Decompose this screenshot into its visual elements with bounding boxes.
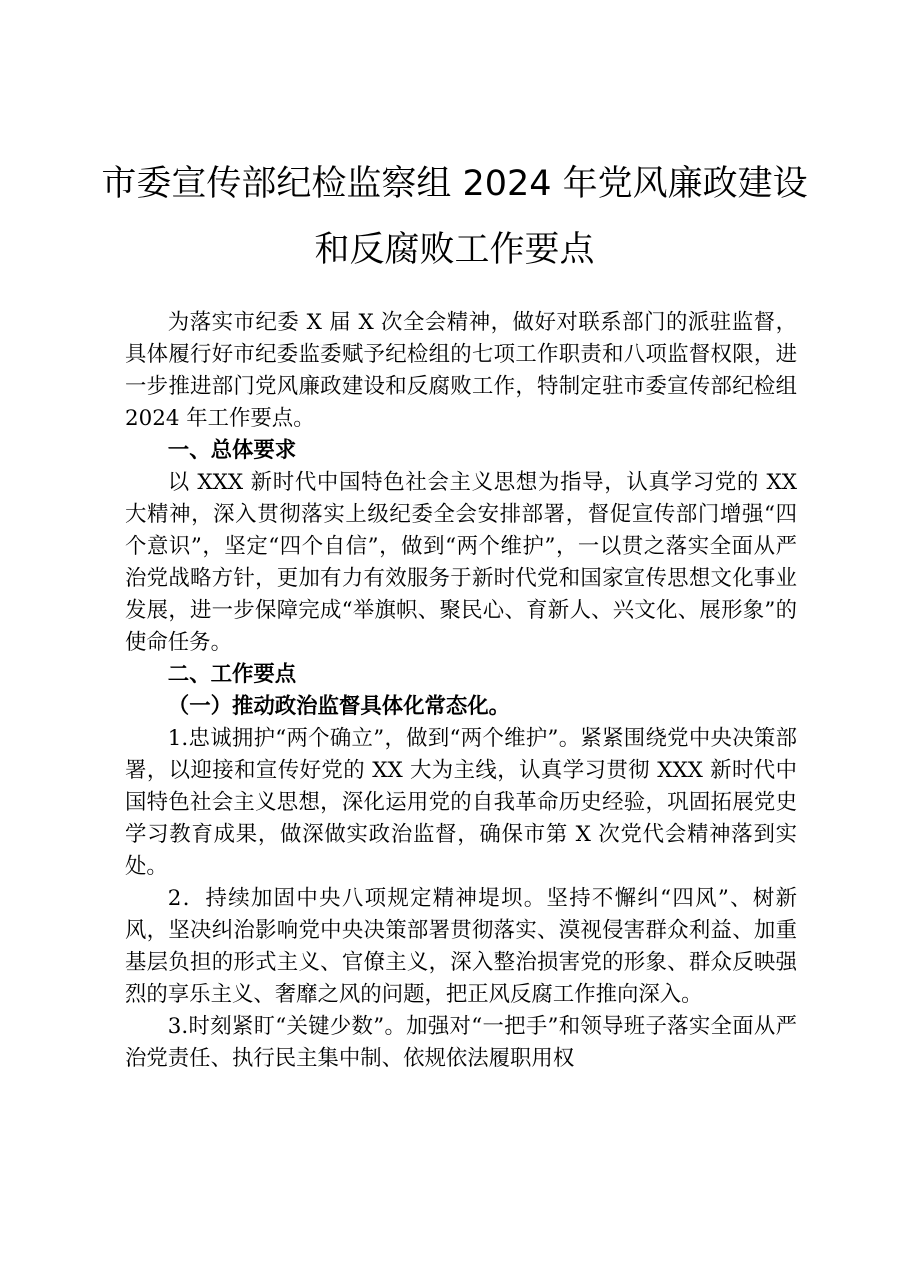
overall-requirements-paragraph: 以 XXX 新时代中国特色社会主义思想为指导，认真学习党的 XX 大精神，深入贯彻落实上级纪委全会安排部署，督促宣传部门增强“四个意识”，坚定“四个自信”，做到“两个维护”，一以贯之落实全面从严治党战略方针，更加有力有效服务于新时代党和国家宣传思想文化事业发展，进一步保障完成“举旗帜、聚民心、育新人、兴文化、展形象”的使命任务。 — [125, 470, 797, 655]
subsection-heading-political-supervision: （一）推动政治监督具体化常态化。 — [167, 694, 511, 719]
document-title-line-2: 和反腐败工作要点 — [314, 230, 595, 270]
work-item-2: 2．持续加固中央八项规定精神堤坝。坚持不懈纠“四风”、树新风，坚决纠治影响党中央决策部署贯彻落实、漠视侵害群众利益、加重基层负担的形式主义、官僚主义，深入整治损害党的形象、群众反映强烈的享乐主义、奢靡之风的问题，把正风反腐工作推向深入。 — [125, 886, 797, 1007]
document-title-line-1: 市委宣传部纪检监察组 2024 年党风廉政建设 — [101, 164, 808, 204]
document-body — [125, 307, 797, 1075]
work-item-1: 1.忠诚拥护“两个确立”，做到“两个维护”。紧紧围绕党中央决策部署，以迎接和宣传好党的 XX 大为主线，认真学习贯彻 XXX 新时代中国特色社会主义思想，深化运用党的自我革命历史经验，巩固拓展党史学习教育成果，做深做实政治监督，确保市第 X 次党代会精神落到实处。 — [125, 726, 797, 879]
work-item-3: 3.时刻紧盯“关键少数”。加强对“一把手”和领导班子落实全面从严治党责任、执行民主集中制、依规依法履职用权 — [125, 1014, 797, 1071]
intro-paragraph: 为落实市纪委 X 届 X 次全会精神，做好对联系部门的派驻监督，具体履行好市纪委监委赋予纪检组的七项工作职责和八项监督权限，进一步推进部门党风廉政建设和反腐败工作，特制定驻市委宣传部纪检组 2024 年工作要点。 — [125, 310, 797, 431]
section-heading-work-points: 二、工作要点 — [167, 662, 297, 687]
section-heading-overall-requirements: 一、总体要求 — [167, 438, 297, 463]
